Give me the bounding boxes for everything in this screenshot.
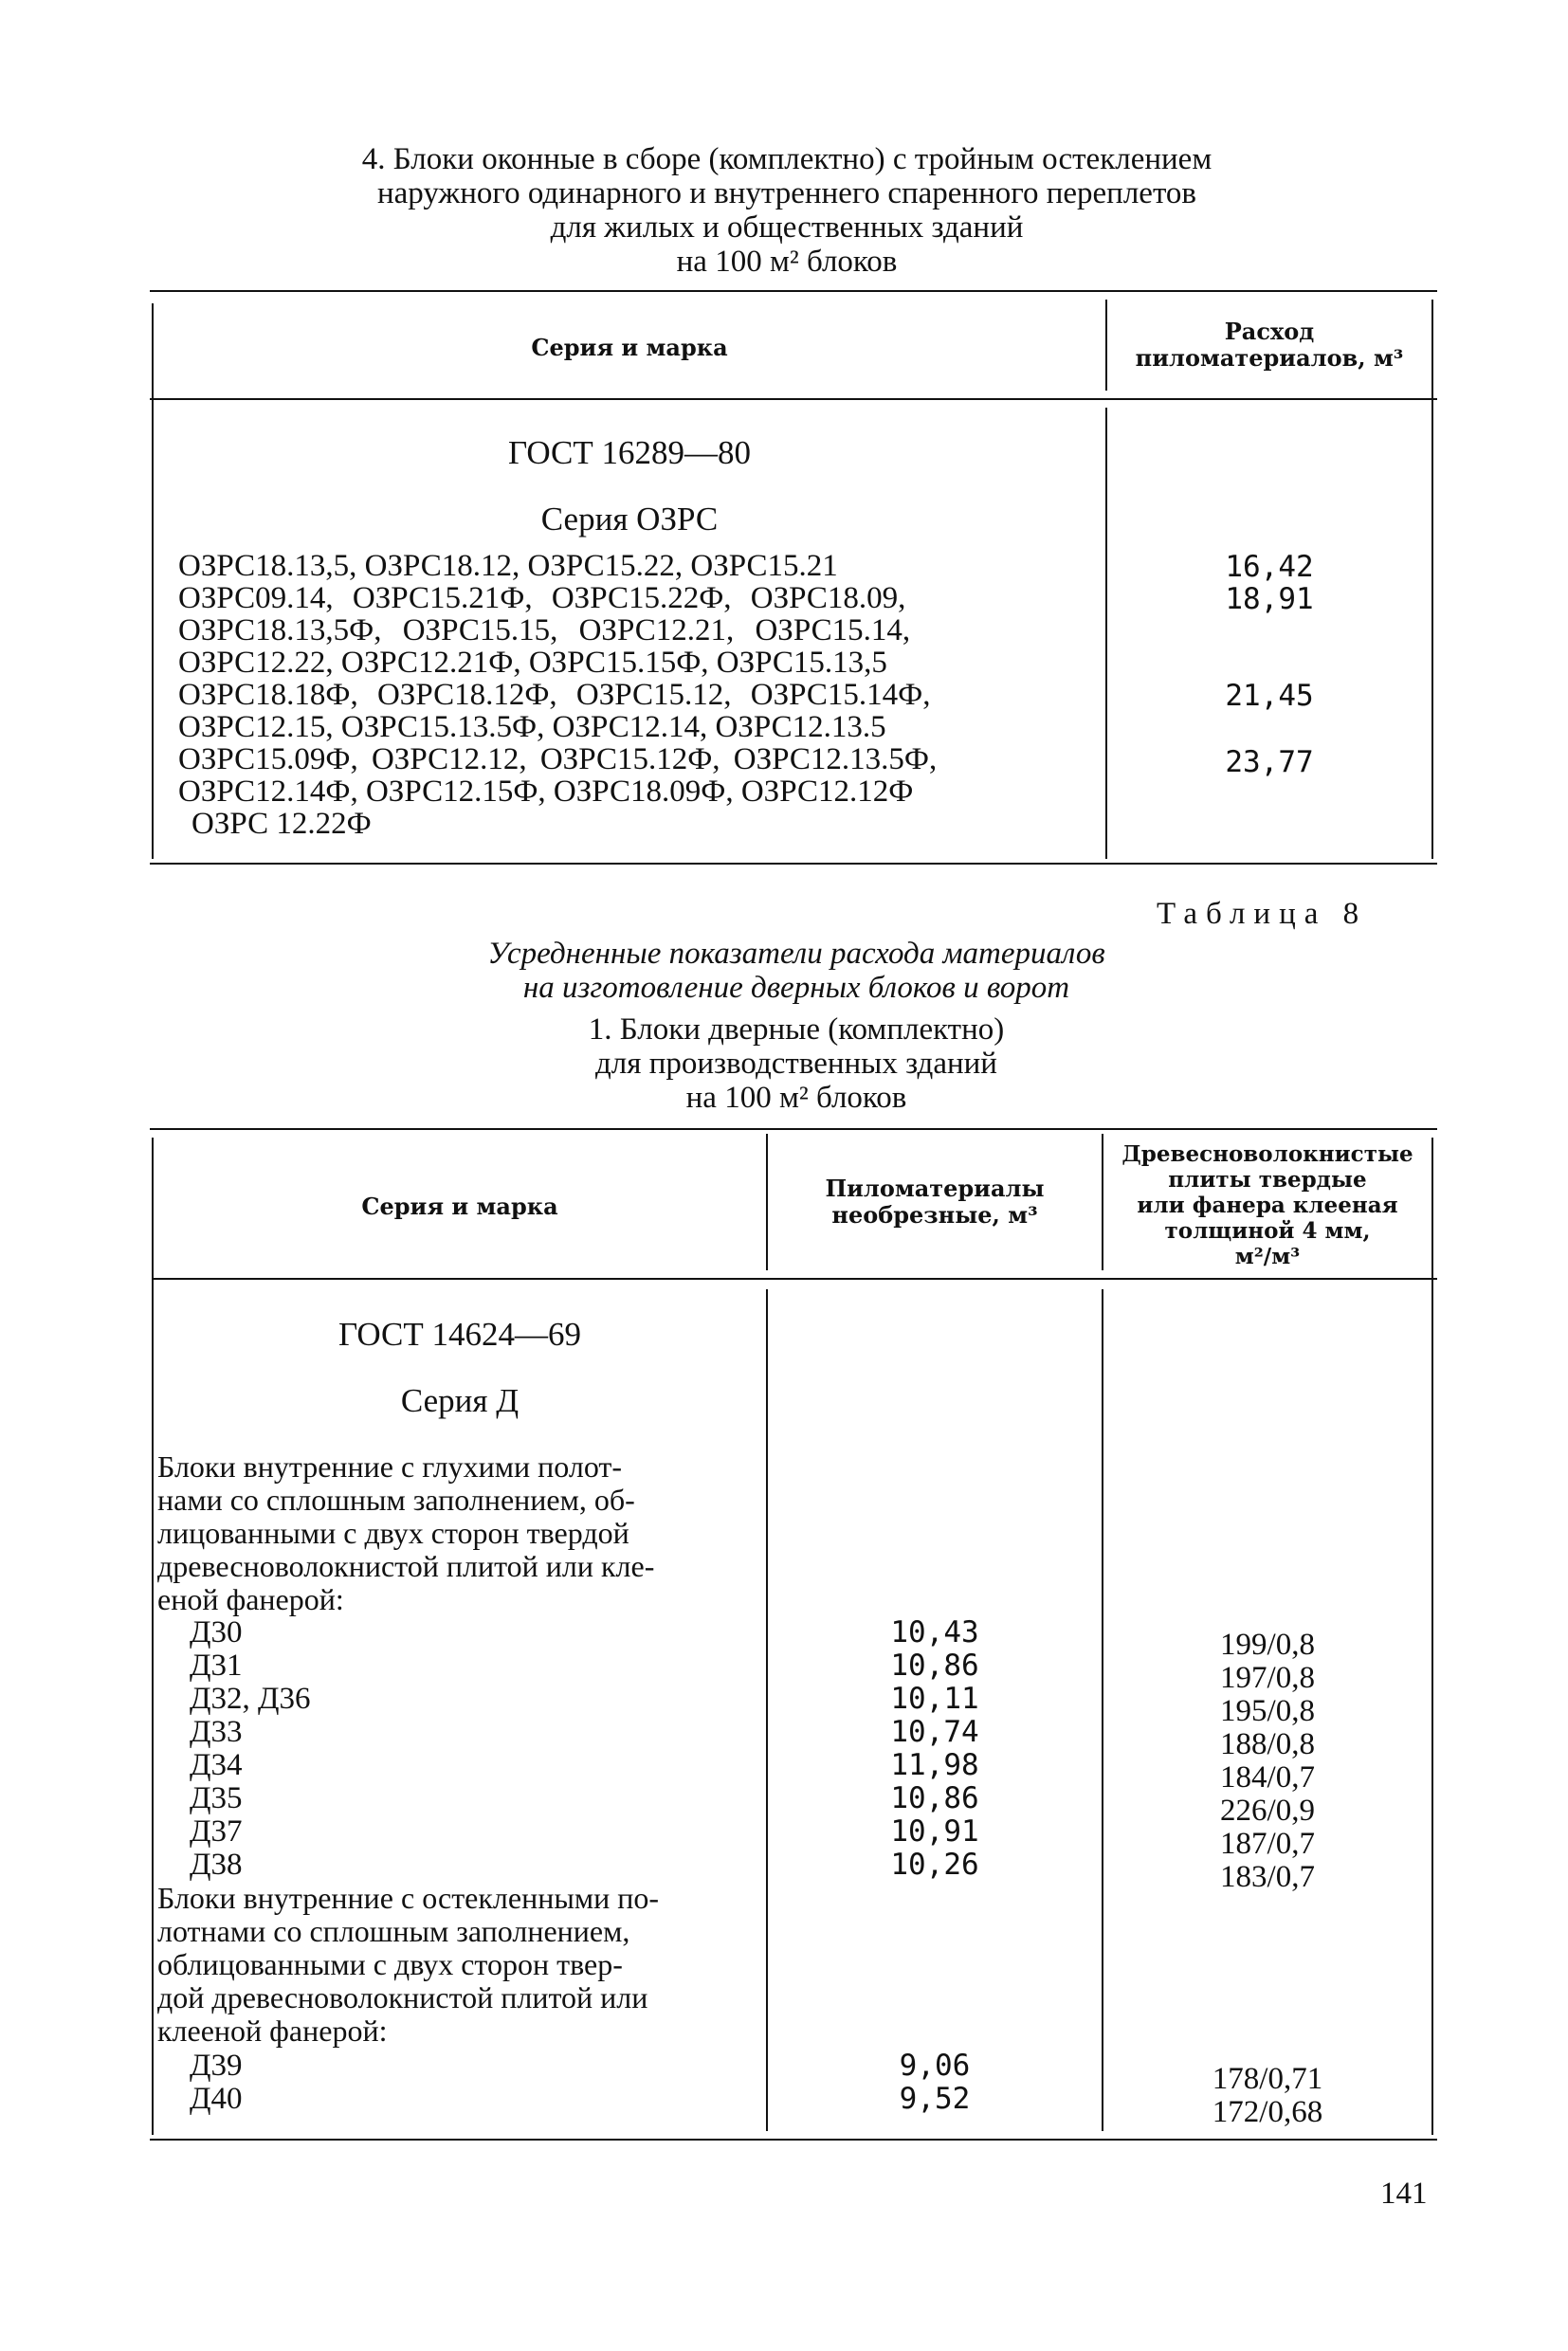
mark-cell: Д30 (190, 1615, 243, 1649)
description-line: клееной фанерой: (157, 2014, 388, 2048)
mark-cell: Д34 (190, 1748, 243, 1782)
table-bottom-rule (150, 863, 1437, 865)
header-line: Пиломатериалы (825, 1175, 1045, 1202)
table-caption (152, 937, 1441, 1005)
value-cell: 11,98 (890, 1748, 979, 1782)
value-cell: 10,43 (890, 1615, 979, 1649)
group-description (157, 1882, 762, 2048)
lumber-column (768, 1616, 1102, 1882)
section4-title-line: на 100 м² блоков (676, 245, 898, 279)
mark-cell: Д32, Д36 (190, 1682, 311, 1716)
value-cell: 183/0,7 (1220, 1860, 1315, 1894)
caption-line: Усредненные показатели расхода материалов (487, 937, 1105, 971)
value-cell: 9,52 (899, 2082, 971, 2116)
mark-cell: Д33 (190, 1715, 243, 1749)
marks-column (190, 2050, 243, 2116)
table-header-rule (150, 398, 1437, 400)
description-line: облицованными с двух сторон твер- (157, 1947, 623, 1981)
gost-standard: ГОСТ 16289—80 (507, 434, 752, 471)
series-title: Серия ОЗРС (540, 501, 719, 538)
mark-cell: Д37 (190, 1814, 243, 1849)
value-cell: 184/0,7 (1220, 1760, 1315, 1795)
page-number: 141 (1380, 2177, 1428, 2211)
value-cell: 10,91 (890, 1814, 979, 1849)
marks-row: ОЗРС09.14, ОЗРС15.21Ф, ОЗРС15.22Ф, ОЗРС18.09, (178, 581, 906, 615)
table-right-border (1431, 300, 1433, 859)
section4-title-line: наружного одинарного и внутреннего спаренного переплетов (376, 176, 1197, 210)
group-description (157, 1450, 762, 1616)
value-cell: 226/0,9 (1220, 1794, 1315, 1828)
description-line: лотнами со сплошным заполнением, (157, 1914, 630, 1948)
value-cell: 16,42 (1225, 550, 1314, 584)
marks-row: ОЗРС18.13,5Ф, ОЗРС15.15, ОЗРС12.21, ОЗРС15.14, (178, 613, 911, 647)
value-cell: 9,06 (899, 2049, 971, 2083)
table8-subtitle (152, 1012, 1441, 1115)
header-line: Расход (1224, 318, 1315, 345)
value-cell: 10,86 (890, 1781, 979, 1815)
value-cell: 188/0,8 (1220, 1727, 1315, 1761)
value-cell: 199/0,8 (1220, 1628, 1315, 1662)
value-cell: 10,74 (890, 1715, 979, 1749)
section4-title-line: для жилых и общественных зданий (550, 210, 1024, 245)
value-cell: 23,77 (1225, 745, 1314, 779)
column-header-lumber (1107, 319, 1431, 372)
marks-row: ОЗРС18.18Ф, ОЗРС18.12Ф, ОЗРС15.12, ОЗРС15.14Ф, (178, 678, 931, 712)
column-header-lumber (768, 1176, 1102, 1229)
table-right-border (1431, 1138, 1433, 2135)
marks-column (190, 1616, 311, 1882)
fiberboard-column (1103, 2063, 1431, 2129)
marks-row: ОЗРС 12.22Ф (191, 807, 372, 841)
value-cell: 18,91 (1225, 582, 1314, 616)
mark-cell: Д38 (190, 1848, 243, 1882)
description-line: дой древесноволокнистой плитой или (157, 1980, 648, 2014)
value-cell: 10,11 (890, 1682, 979, 1716)
description-line: нами со сплошным заполнением, об- (157, 1483, 635, 1517)
header-line: Древесноволокнистые (1121, 1141, 1413, 1167)
header-line: пиломатериалов, м³ (1135, 344, 1404, 372)
header-line: плиты твердые (1168, 1167, 1367, 1193)
marks-row: ОЗРС12.14Ф, ОЗРС12.15Ф, ОЗРС18.09Ф, ОЗРС12.12Ф (178, 775, 914, 809)
lumber-column (768, 2050, 1102, 2116)
value-cell: 10,26 (890, 1848, 979, 1882)
description-line: еной фанерой: (157, 1582, 344, 1616)
table-left-border (152, 1138, 154, 2135)
value-cell: 197/0,8 (1220, 1661, 1315, 1695)
table-header-rule (152, 1278, 1437, 1280)
marks-list (178, 550, 1103, 840)
caption-line: на изготовление дверных блоков и ворот (522, 971, 1070, 1005)
marks-row: ОЗРС12.15, ОЗРС15.13.5Ф, ОЗРС12.14, ОЗРС12.13.5 (178, 710, 886, 744)
header-line: толщиной 4 мм, (1164, 1218, 1371, 1244)
mark-cell: Д31 (190, 1649, 243, 1683)
table-label: Таблица 8 (1157, 897, 1368, 931)
column-header-series: Серия и марка (531, 334, 728, 361)
header-line: или фанера клееная (1137, 1193, 1398, 1218)
description-line: древесноволокнистой плитой или кле- (157, 1549, 655, 1583)
description-line: Блоки внутренние с остекленными по- (157, 1881, 659, 1915)
series-title: Серия Д (400, 1382, 520, 1419)
value-cell: 195/0,8 (1220, 1694, 1315, 1728)
table-col-divider (1105, 408, 1107, 859)
subtitle-line: для производственных зданий (595, 1047, 997, 1081)
value-cell: 172/0,68 (1212, 2095, 1323, 2129)
value-cell: 178/0,71 (1212, 2062, 1323, 2096)
mark-cell: Д40 (190, 2082, 243, 2116)
header-line: необрезные, м³ (831, 1201, 1038, 1229)
mark-cell: Д39 (190, 2049, 243, 2083)
table-top-rule (150, 290, 1437, 292)
marks-row: ОЗРС18.13,5, ОЗРС18.12, ОЗРС15.22, ОЗРС15.21 (178, 549, 838, 583)
subtitle-line: 1. Блоки дверные (комплектно) (588, 1012, 1005, 1047)
fiberboard-column (1103, 1629, 1431, 1894)
description-line: лицованными с двух сторон твердой (157, 1516, 629, 1550)
table-top-rule (150, 1128, 1437, 1130)
column-header-fiberboard (1103, 1141, 1431, 1269)
description-line: Блоки внутренние с глухими полот- (157, 1449, 623, 1484)
mark-cell: Д35 (190, 1781, 243, 1815)
header-line: м²/м³ (1234, 1244, 1301, 1269)
section4-title-line: 4. Блоки оконные в сборе (комплектно) с тройным остеклением (361, 142, 1212, 176)
subtitle-line: на 100 м² блоков (685, 1081, 907, 1115)
table-left-border (152, 303, 154, 859)
marks-row: ОЗРС15.09Ф, ОЗРС12.12, ОЗРС15.12Ф, ОЗРС12.13.5Ф, (178, 742, 938, 776)
section4-title (152, 142, 1422, 279)
value-cell: 21,45 (1225, 679, 1314, 713)
gost-standard: ГОСТ 14624—69 (337, 1316, 582, 1353)
table-bottom-rule (150, 2139, 1437, 2141)
value-cell: 10,86 (890, 1649, 979, 1683)
marks-row: ОЗРС12.22, ОЗРС12.21Ф, ОЗРС15.15Ф, ОЗРС15.13,5 (178, 646, 887, 680)
value-cell: 187/0,7 (1220, 1827, 1315, 1861)
column-header-series: Серия и марка (361, 1193, 558, 1220)
